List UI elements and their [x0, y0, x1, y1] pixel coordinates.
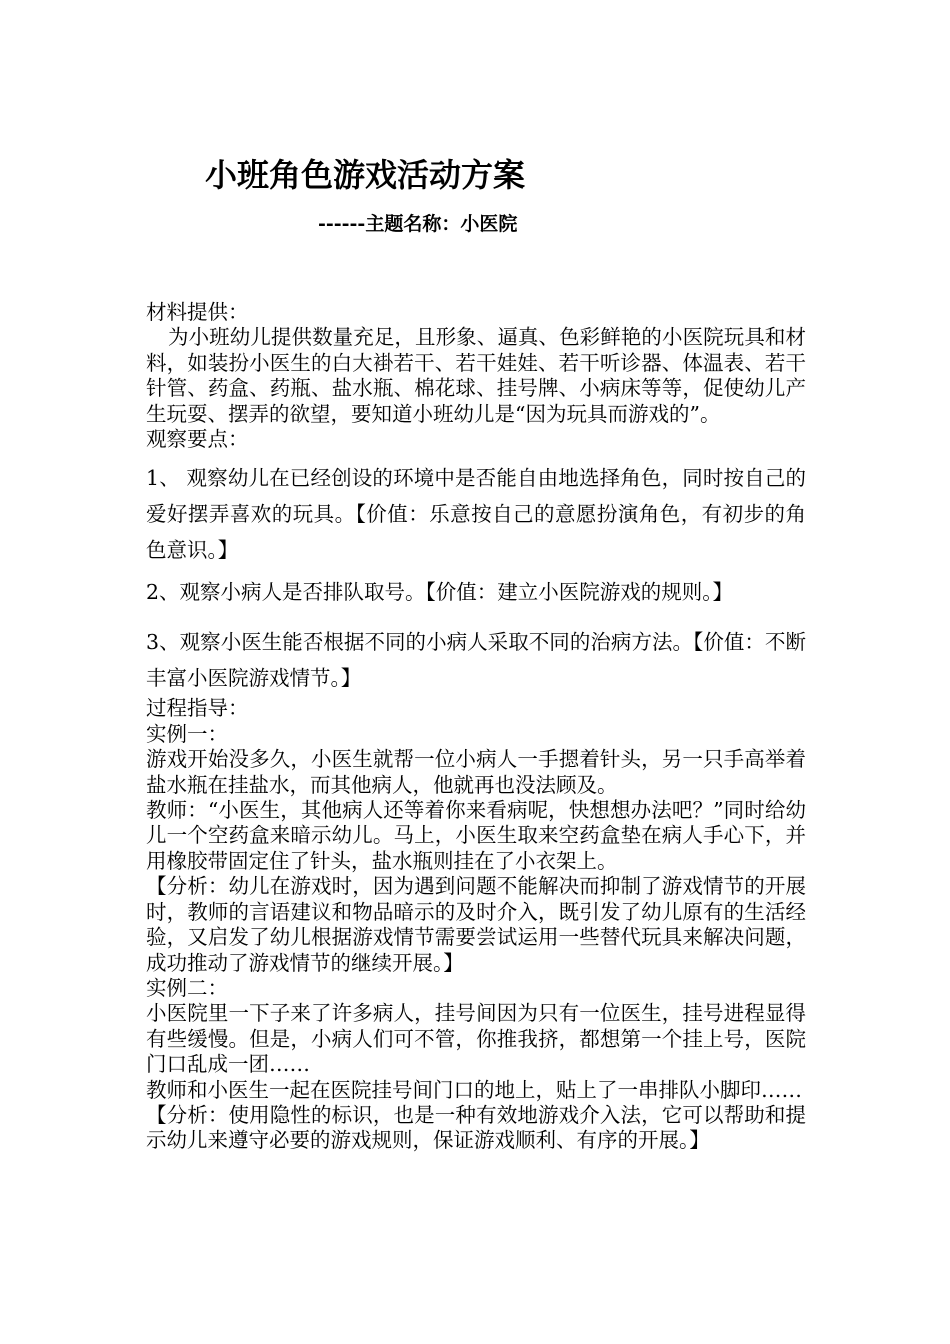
case-1-analysis: 【分析：幼儿在游戏时，因为遇到问题不能解决而抑制了游戏情节的开展时，教师的言语建议和物品暗示的及时介入，既引发了幼儿原有的生活经验，又启发了幼儿根据游戏情节需要尝试运用一些替代玩具来解决问题，成功推动了游戏情节的继续开展。】 [146, 874, 806, 975]
case-2-analysis: 【分析：使用隐性的标识，也是一种有效地游戏介入法，它可以帮助和提示幼儿来遵守必要的游戏规则，保证游戏顺利、有序的开展。】 [146, 1102, 806, 1153]
document-body [146, 300, 806, 1154]
case-2-heading: 实例二： [146, 975, 228, 1000]
case-2-paragraph-b: 教师和小医生一起在医院挂号间门口的地上，贴上了一串排队小脚印…… [146, 1077, 802, 1102]
document-title: 小班角色游戏活动方案 [205, 156, 526, 194]
case-1-heading: 实例一： [146, 721, 228, 746]
observation-point-2: 2、观察小病人是否排队取号。【价值：建立小医院游戏的规则。】 [146, 580, 734, 605]
observation-heading: 观察要点： [146, 427, 249, 452]
document-subtitle: ------主题名称：小医院 [318, 213, 518, 235]
case-2-paragraph-a: 小医院里一下子来了许多病人，挂号间因为只有一位医生，挂号进程显得有些缓慢。但是，小病人们可不管，你推我挤，都想第一个挂上号，医院门口乱成一团…… [146, 1001, 806, 1077]
observation-point-3: 3、观察小医生能否根据不同的小病人采取不同的治病方法。【价值：不断丰富小医院游戏情节。】 [146, 630, 806, 691]
case-1-paragraph-b: 教师：“小医生，其他病人还等着你来看病呢，快想想办法吧？”同时给幼儿一个空药盒来暗示幼儿。马上，小医生取来空药盒垫在病人手心下，并用橡胶带固定住了针头，盐水瓶则挂在了小衣架上。 [146, 798, 806, 873]
case-1-paragraph-a: 游戏开始没多久，小医生就帮一位小病人一手摁着针头，另一只手高举着盐水瓶在挂盐水，而其他病人，他就再也没法顾及。 [146, 747, 806, 797]
materials-heading: 材料提供： [146, 300, 249, 324]
materials-paragraph: 为小班幼儿提供数量充足，且形象、逼真、色彩鲜艳的小医院玩具和材料，如装扮小医生的白大褂若干、若干娃娃、若干听诊器、体温表、若干针管、药盒、药瓶、盐水瓶、棉花球、挂号牌、小病床等等，促使幼儿产生玩耍、摆弄的欲望，要知道小班幼儿是“因为玩具而游戏的”。 [146, 325, 806, 426]
process-heading: 过程指导： [146, 696, 249, 721]
observation-point-1: 1、 观察幼儿在已经创设的环境中是否能自由地选择角色，同时按自己的爱好摆弄喜欢的玩具。【价值：乐意按自己的意愿扮演角色，有初步的角色意识。】 [146, 466, 806, 563]
